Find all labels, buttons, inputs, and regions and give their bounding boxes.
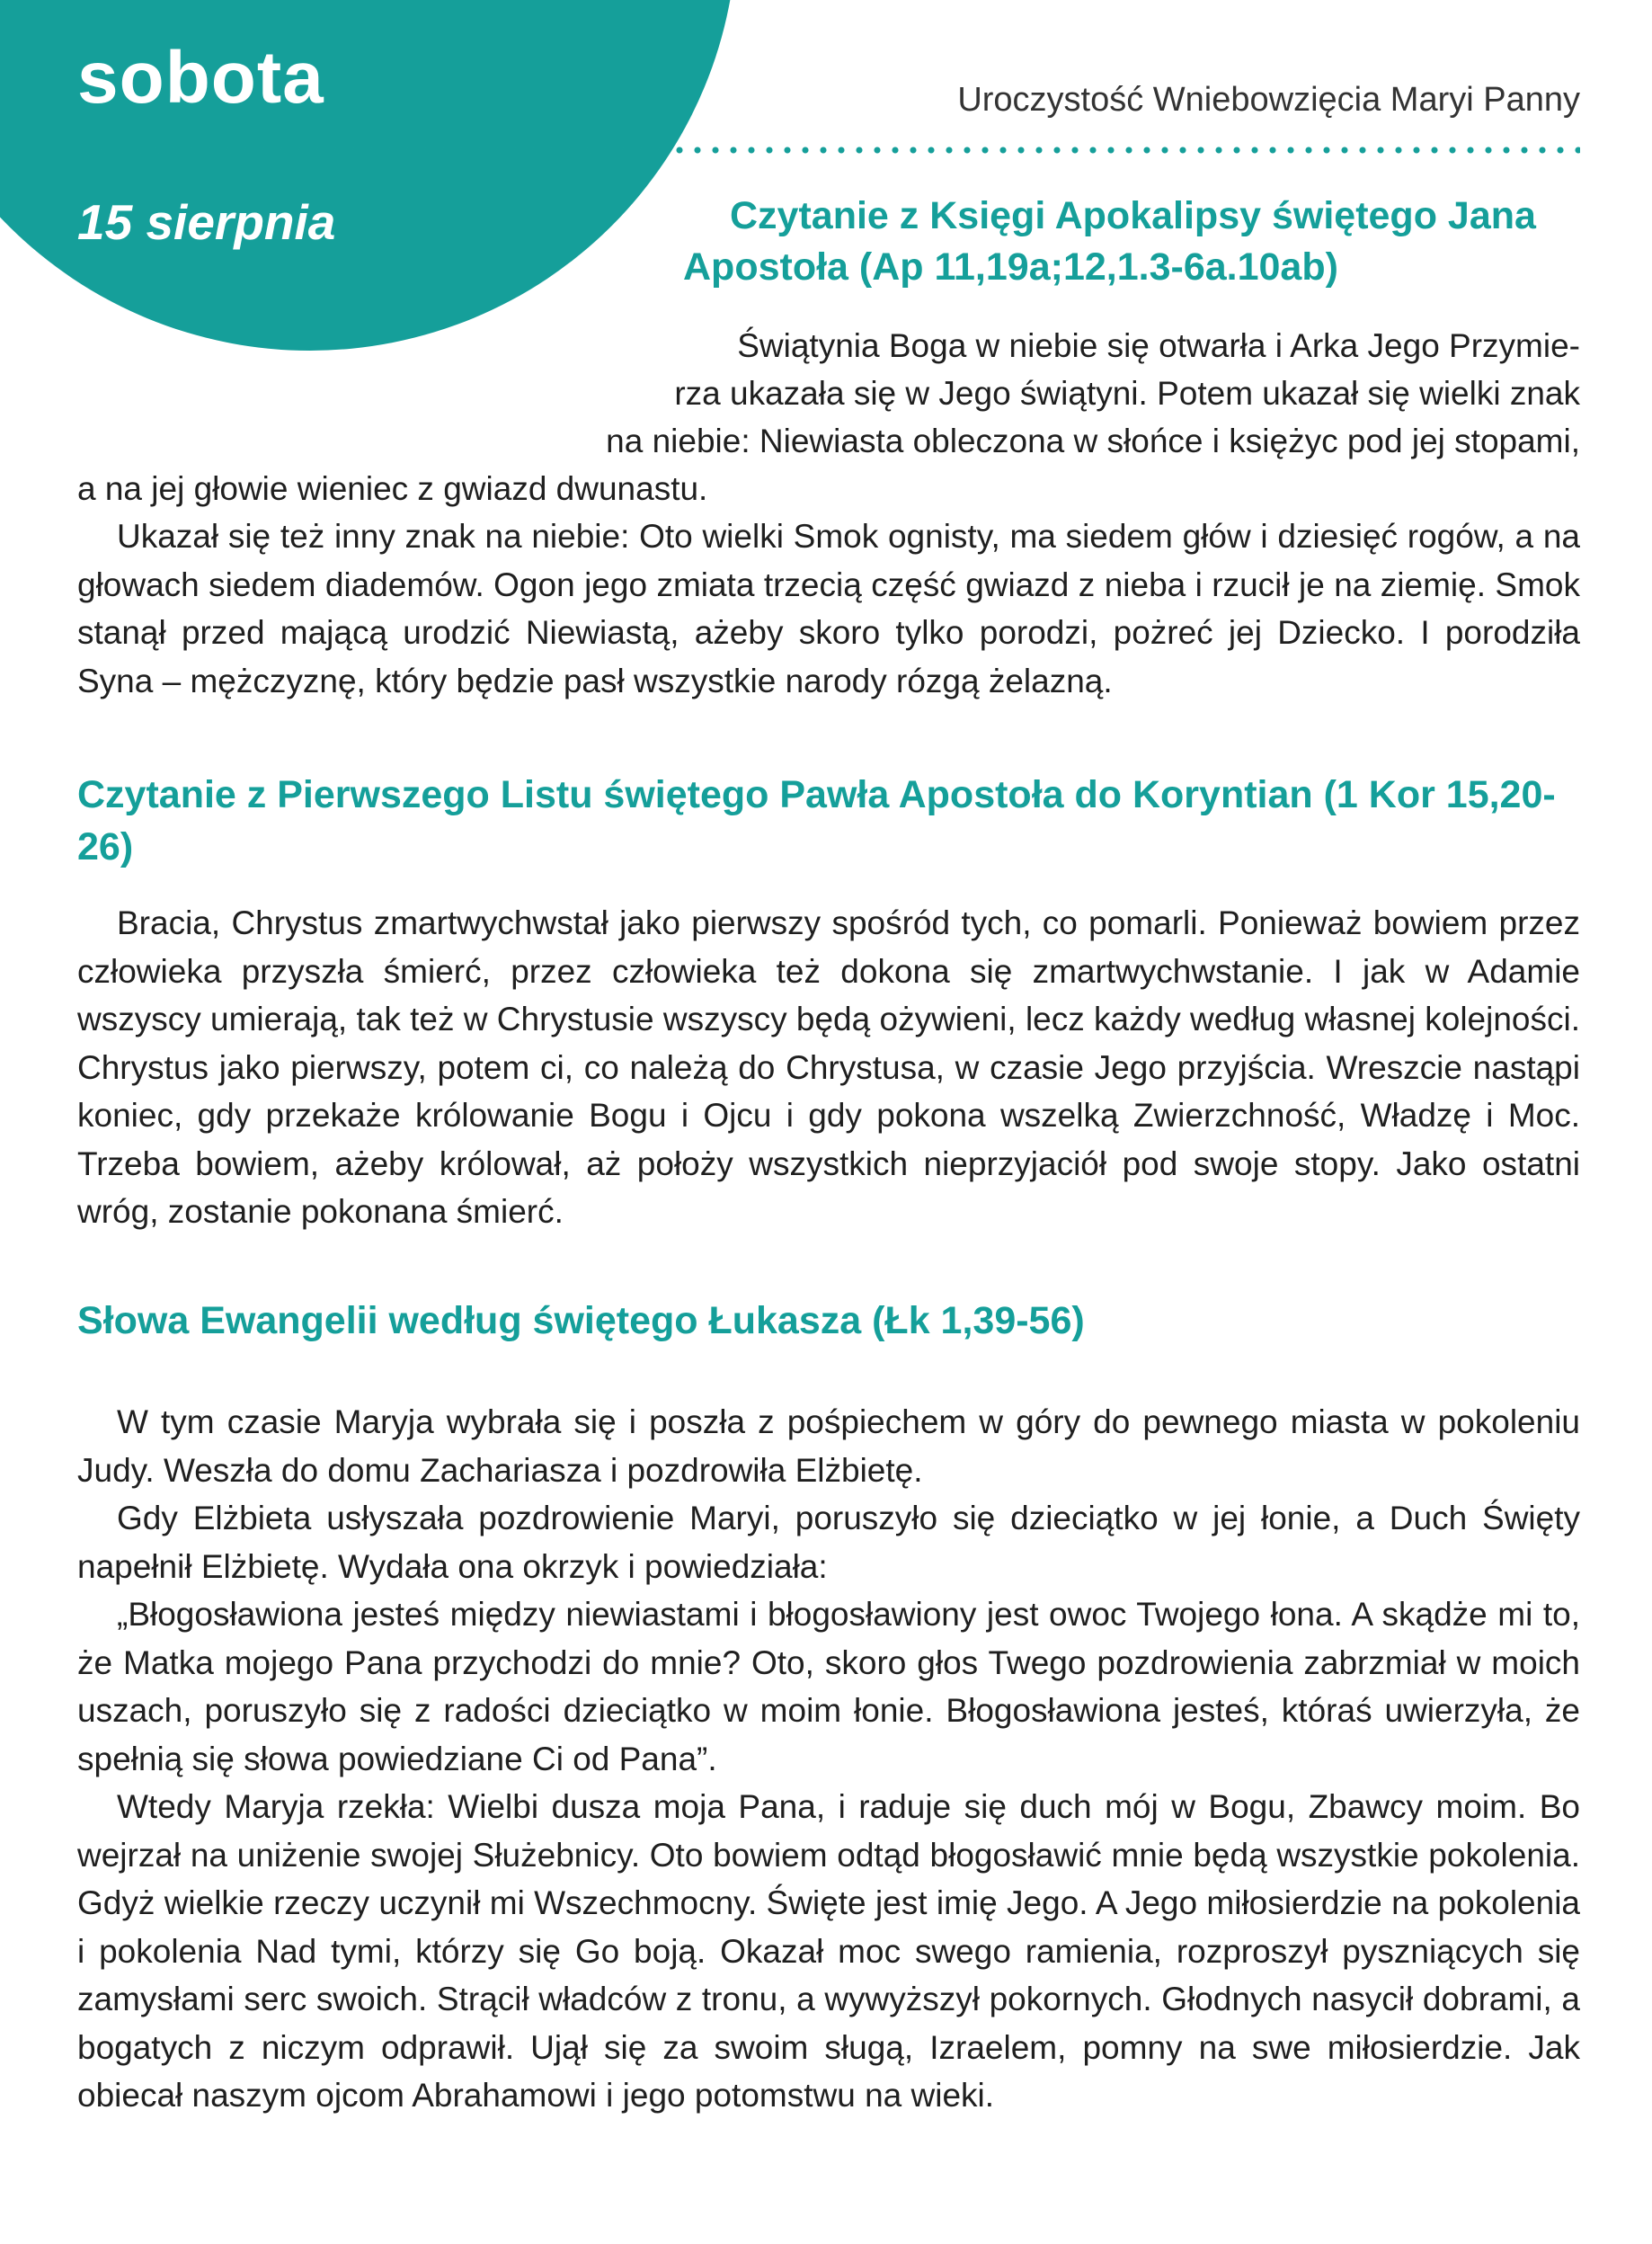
gospel-heading: Słowa Ewangelii według świętego Łukasza (Łk 1,39-56) bbox=[77, 1299, 1085, 1342]
reading1-paragraph2: Ukazał się też inny znak na niebie: Oto wielki Smok ognisty, ma siedem głów i dziesięć rogów, a na głowach siedem diademów. Ogon jego zmiata trzecią część gwiazd z nieba i rzucił je na ziemię. Smok stanął przed mającą urodzić Niewiastą, ażeby skoro tylko porodzi, pożreć jej Dziecko. I porodziła Syna – mężczyznę, który będzie pasł wszystkie narody rózgą żelazną. bbox=[77, 518, 1580, 699]
gospel-paragraph: Gdy Elżbieta usłyszała pozdrowienie Maryi, poruszyło się dzieciątko w jej łonie, a Duch Święty napełnił Elżbietę. Wydała ona okrzyk i powiedziała: bbox=[77, 1500, 1580, 1585]
gospel-paragraph: „Błogosławiona jesteś między niewiastami i błogosławiony jest owoc Twojego łona. A skądże mi to, że Matka mojego Pana przychodzi do mnie? Oto, skoro głos Twego pozdrowienia zabrzmiał w moich uszach, poruszyło się z radości dzieciątko w moim łonie. Błogosławiona jesteś, któraś uwierzyła, że spełnią się słowa powiedziane Ci od Pana”. bbox=[77, 1596, 1580, 1777]
feast-title: Uroczystość Wniebowzięcia Maryi Panny bbox=[957, 81, 1580, 119]
reading2-paragraph: Bracia, Chrystus zmartwychwstał jako pierwszy spośród tych, co pomarli. Ponieważ bowiem przez człowieka przyszła śmierć, przez człowieka też dokona się zmartwychwstanie. I jak w Adamie wszyscy umierają, tak też w Chrystusie wszyscy będą ożywieni, lecz każdy według własnej kolejności. Chrystus jako pierwszy, potem ci, co należą do Chrystusa, w czasie Jego przyjścia. Wreszcie nastąpi koniec, gdy przekaże królowanie Bogu i Ojcu i gdy pokona wszelką Zwierzchność, Władzę i Moc. Trzeba bowiem, ażeby królował, aż położy wszystkich nieprzyjaciół pod swoje stopy. Jako ostatni wróg, zostanie pokonana śmierć. bbox=[77, 904, 1580, 1230]
reading1-line: rza ukazała się w Jego świątyni. Potem ukazał się wielki znak bbox=[674, 375, 1580, 412]
gospel-paragraph: W tym czasie Maryja wybrała się i poszła z pośpiechem w góry do pewnego miasta w pokoleniu Judy. Weszła do domu Zachariasza i pozdrowiła Elżbietę. bbox=[77, 1403, 1580, 1489]
reading1-line: a na jej głowie wieniec z gwiazd dwunastu. bbox=[77, 470, 708, 507]
dotted-divider bbox=[77, 147, 1580, 154]
day-of-week: sobota bbox=[77, 37, 324, 119]
gospel-body bbox=[77, 1398, 1580, 2120]
date-label: 15 sierpnia bbox=[77, 194, 336, 250]
reading1-body bbox=[77, 512, 1580, 705]
reading1-heading-line1: Czytanie z Księgi Apokalipsy świętego Jana bbox=[730, 194, 1536, 237]
reading2-body bbox=[77, 899, 1580, 1236]
reading2-heading: Czytanie z Pierwszego Listu świętego Pawła Apostoła do Koryntian (1 Kor 15,20-26) bbox=[77, 773, 1556, 868]
gospel-paragraph: Wtedy Maryja rzekła: Wielbi dusza moja Pana, i raduje się duch mój w Bogu, Zbawcy moim. Bo wejrzał na uniżenie swojej Służebnicy. Oto bowiem odtąd błogosławić mnie będą wszystkie pokolenia. Gdyż wielkie rzeczy uczynił mi Wszechmocny. Święte jest imię Jego. A Jego miłosierdzie na pokolenia i pokolenia Nad tymi, którzy się Go boją. Okazał moc swego ramienia, rozproszył pyszniących się zamysłami serc swoich. Strącił władców z tronu, a wywyższył pokornych. Głodnych nasycił dobrami, a bogatych z niczym odprawił. Ujął się za swoim sługą, Izraelem, pomny na swe miłosierdzie. Jak obiecał naszym ojcom Abrahamowi i jego potomstwu na wieki. bbox=[77, 1788, 1580, 2114]
reading1-line: na niebie: Niewiasta obleczona w słońce i księżyc pod jej stopami, bbox=[606, 423, 1580, 459]
reading1-line: Świątynia Boga w niebie się otwarła i Arka Jego Przymie- bbox=[737, 327, 1580, 364]
reading1-heading bbox=[683, 191, 1582, 293]
reading1-heading-line2: Apostoła (Ap 11,19a;12,1.3-6a.10ab) bbox=[683, 245, 1338, 289]
